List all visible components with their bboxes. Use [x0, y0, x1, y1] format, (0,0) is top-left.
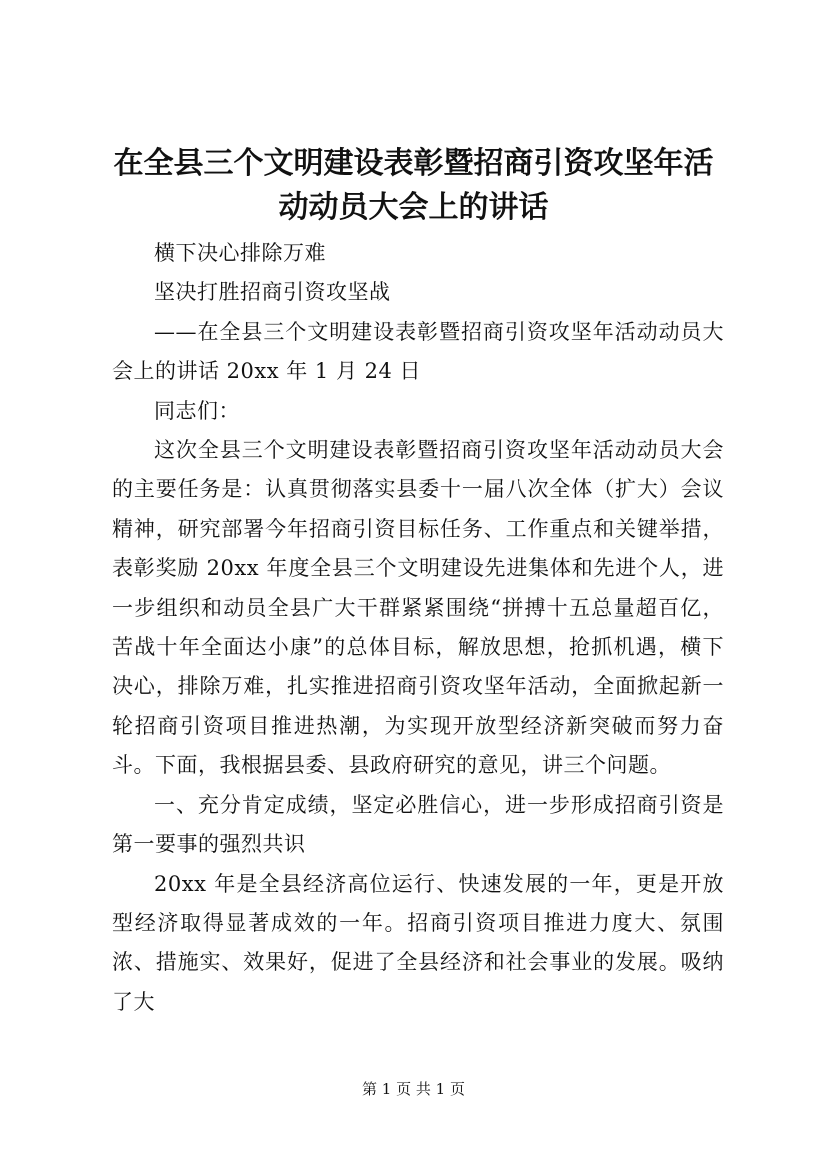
section-heading-1: 一、充分肯定成绩，坚定必胜信心，进一步形成招商引资是第一要事的强烈共识	[112, 792, 724, 857]
paragraph-section-1: 20xx 年是全县经济高位运行、快速发展的一年，更是开放型经济取得显著成效的一年。招商引资项目推进力度大、氛围浓、措施实、效果好，促进了全县经济和社会事业的发展。吸纳了大	[112, 871, 724, 1014]
subtitle-line-1: 横下决心排除万难	[154, 241, 326, 265]
title-line-1: 在全县三个文明建设表彰暨招商引资攻坚年活	[113, 146, 714, 181]
salutation: 同志们：	[154, 398, 240, 423]
subtitle-line-2: 坚决打胜招商引资攻坚战	[154, 280, 391, 305]
title-line-2: 动动员大会上的讲话	[278, 190, 549, 225]
document-title	[90, 142, 737, 230]
page-footer: 第 1 页 共 1 页	[362, 1080, 465, 1098]
document-body	[112, 234, 724, 1022]
speech-occasion: ——在全县三个文明建设表彰暨招商引资攻坚年活动动员大会上的讲话 20xx 年 1 月 24 日	[112, 319, 724, 384]
paragraph-intro: 这次全县三个文明建设表彰暨招商引资攻坚年活动动员大会的主要任务是：认真贯彻落实县委十一届八次全体（扩大）会议精神，研究部署今年招商引资目标任务、工作重点和关键举措，表彰奖励 20xx 年度全县三个文明建设先进集体和先进个人，进一步组织和动员全县广大干群紧紧围绕“拼搏十五总量超百亿，苦战十年全面达小康”的总体目标，解放思想，抢抓机遇，横下决心，排除万难，扎实推进招商引资攻坚年活动，全面掀起新一轮招商引资项目推进热潮，为实现开放型经济新突破而努力奋斗。下面，我根据县委、县政府研究的意见，讲三个问题。	[112, 438, 724, 778]
